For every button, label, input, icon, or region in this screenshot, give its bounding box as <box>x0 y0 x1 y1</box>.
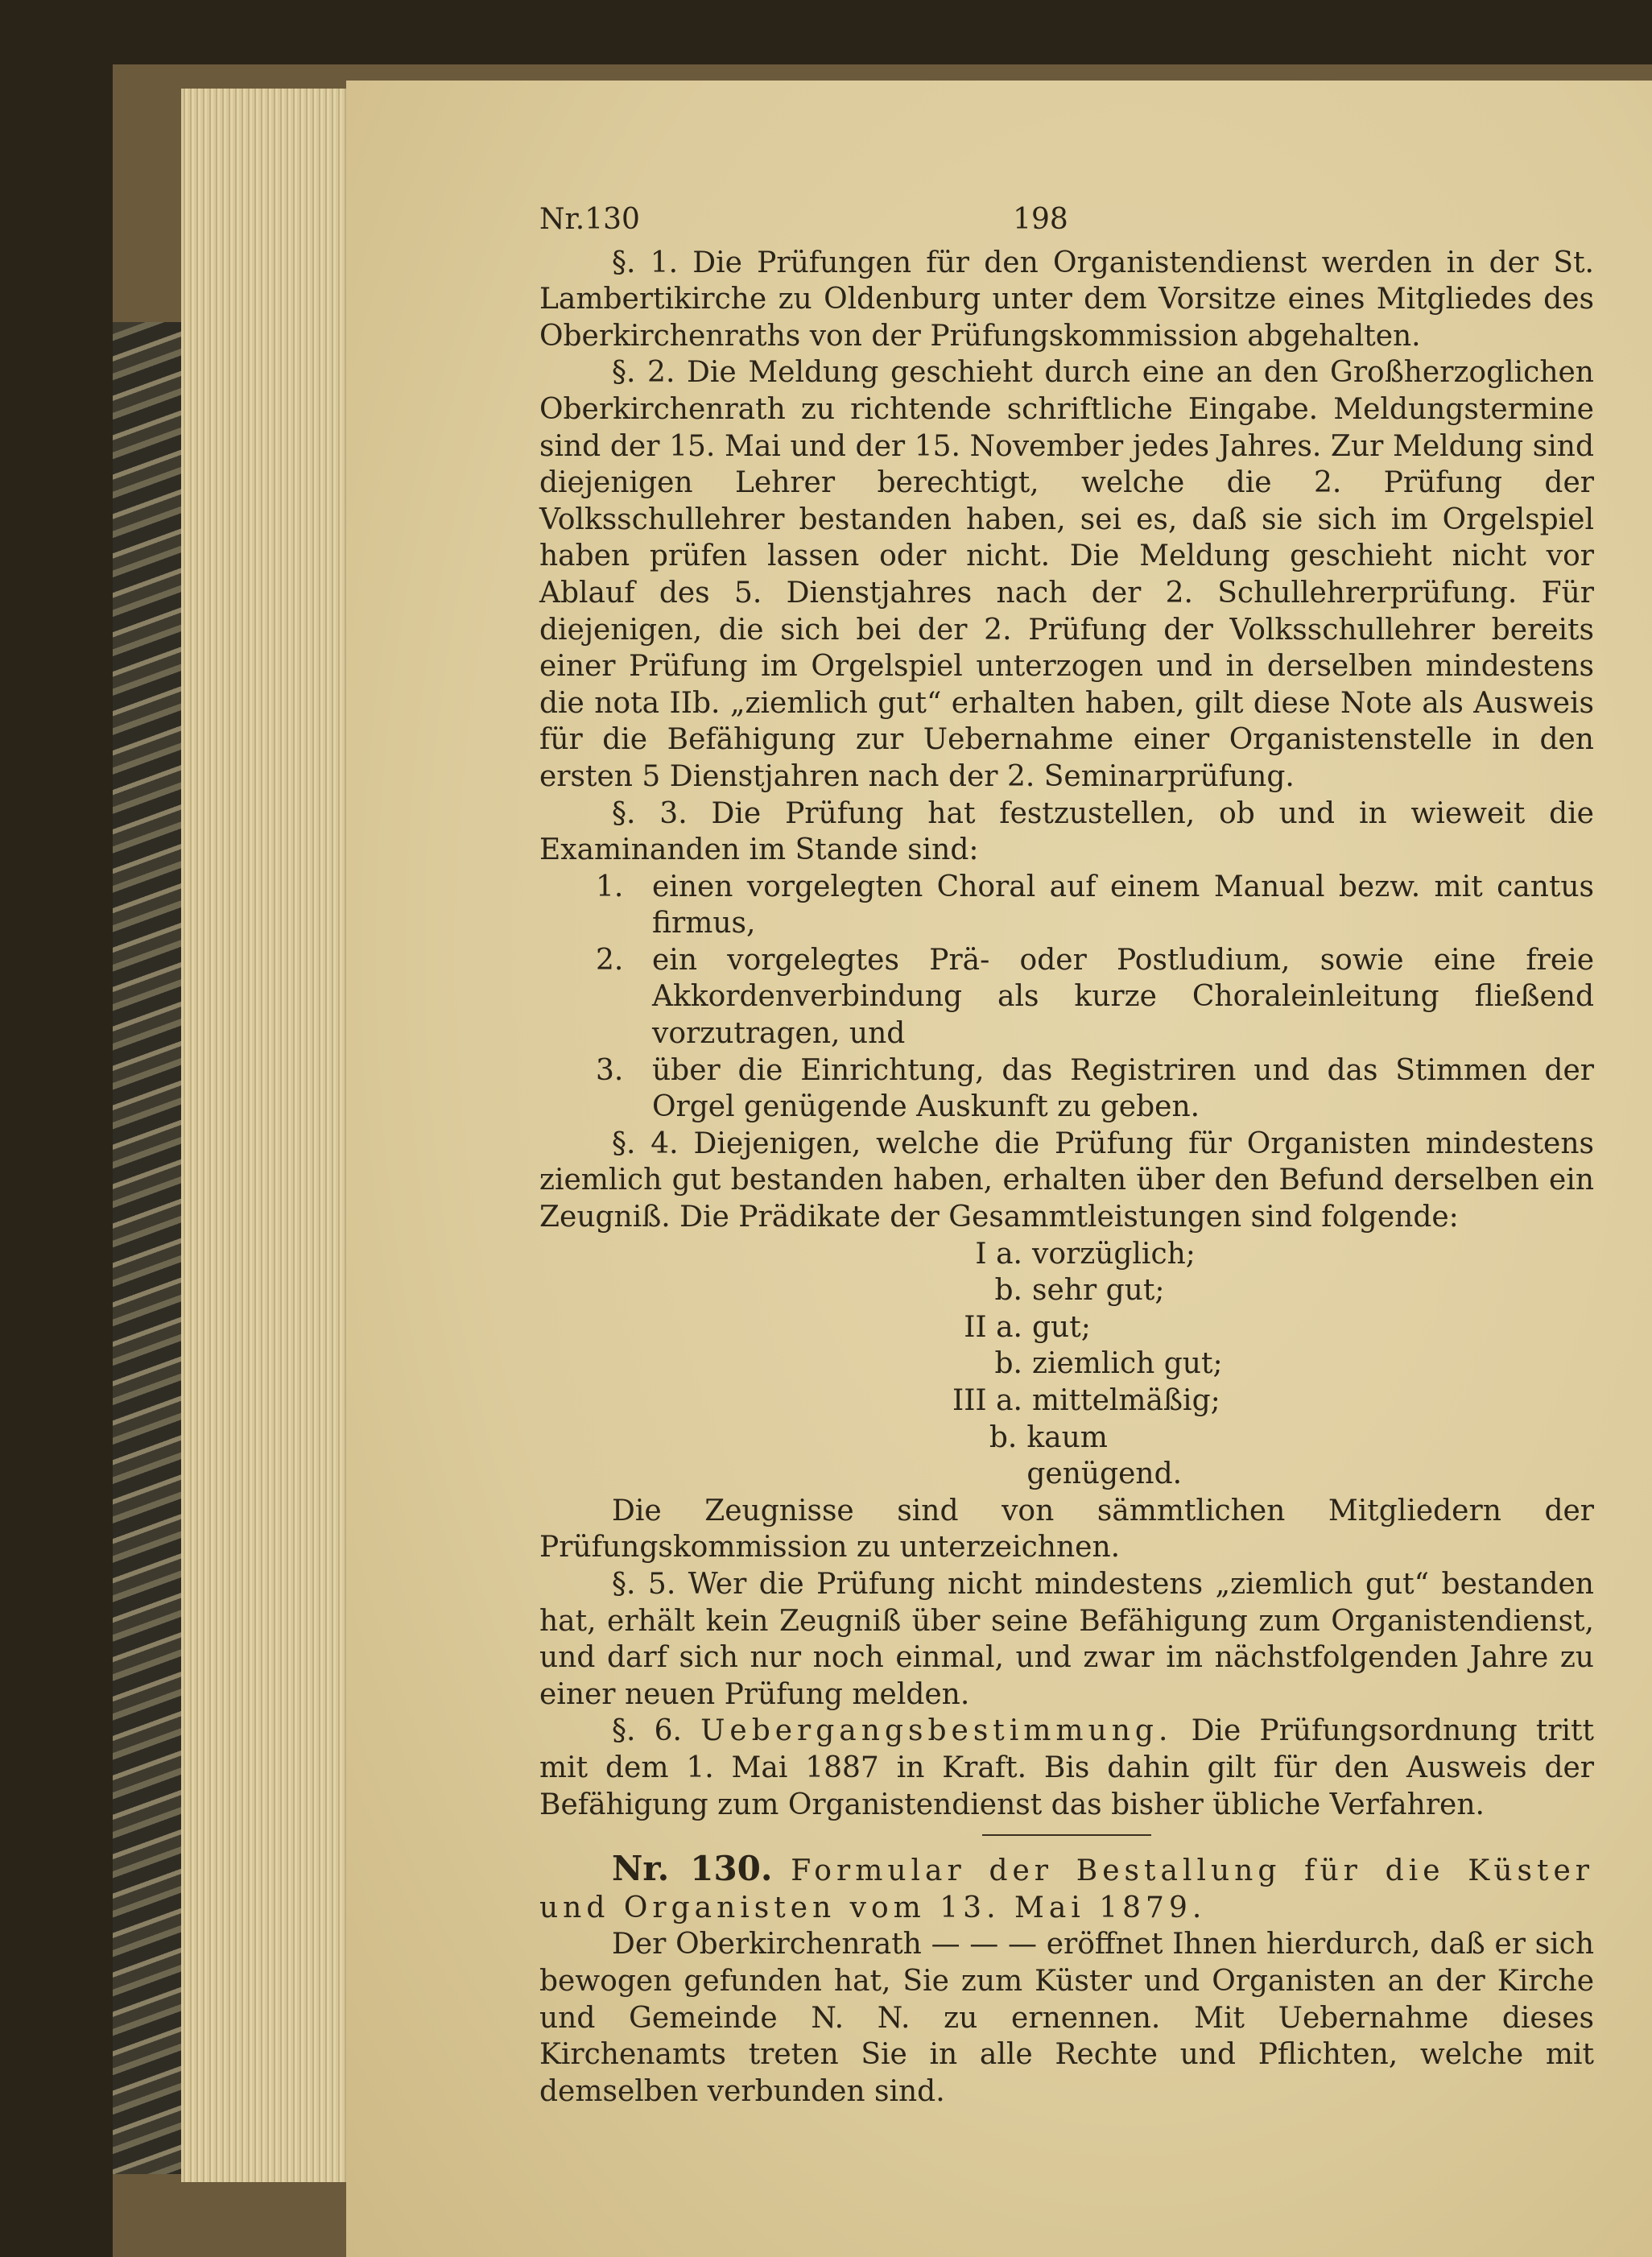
grade-row: b. ziemlich gut; <box>994 1347 1223 1381</box>
paragraph-s4: §. 4. Diejenigen, welche die Prüfung für Organisten mindestens ziemlich gut bestanden haben, erhalten über den Befund derselben ein Zeugniß. Die Prädikate der Gesammtleistungen sind folgende: <box>539 1126 1594 1234</box>
list-item: 2. ein vorgelegtes Prä- oder Postludium, sowie eine freie Akkordenverbindung als kurze Choraleinleitung fließend vorzutragen, und <box>596 943 1594 1051</box>
paragraph-s2: §. 2. Die Meldung geschieht durch eine an den Großherzoglichen Oberkirchenrath zu richtende schriftliche Eingabe. Meldungstermine sind der 15. Mai und der 15. November jedes Jahres. Zur Meldung sind diejenigen Lehrer berechtigt, welche die 2. Prüfung der Volksschullehrer bestanden haben, sei es, daß sie sich im Orgelspiel haben prüfen lassen oder nicht. Die Meldung geschieht nicht vor Ablauf des 5. Dienstjahres nach der 2. Schullehrerprüfung. Für diejenigen, die sich bei der 2. Prüfung der Volksschullehrer bereits einer Prüfung im Orgelspiel unterzogen und in derselben mindestens die nota IIb. „ziemlich gut“ erhalten haben, gilt diese Note als Ausweis für die Befähigung zur Uebernahme einer Organistenstelle in den ersten 5 Dienstjahren nach der 2. Seminarprüfung. <box>539 356 1594 793</box>
list-item: 3. über die Einrichtung, das Registriren und das Stimmen der Orgel genügende Auskunft zu geben. <box>596 1053 1594 1124</box>
exam-requirements-list <box>539 869 1594 1126</box>
grade-row: III a. mittelmäßig; <box>952 1384 1220 1417</box>
grade-list <box>861 1236 1264 1493</box>
paragraph-s1: §. 1. Die Prüfungen für den Organistendienst werden in der St. Lambertikirche zu Oldenburg unter dem Vorsitze eines Mitgliedes des Oberkirchenraths von der Prüfungskommission abgehalten. <box>539 246 1594 353</box>
running-header <box>539 201 1594 238</box>
section-divider <box>982 1834 1151 1836</box>
grade-row: b. kaum genügend. <box>989 1420 1183 1491</box>
paragraph-s3: §. 3. Die Prüfung hat festzustellen, ob und in wieweit die Examinanden im Stande sind: <box>539 796 1594 867</box>
page-number: 198 <box>1013 203 1068 236</box>
grade-row: II a. gut; <box>964 1310 1091 1344</box>
transition-heading: Uebergangsbestimmung. <box>700 1714 1173 1748</box>
paragraph-s4-after: Die Zeugnisse sind von sämmtlichen Mitgliedern der Prüfungskommission zu unterzeichnen. <box>539 1494 1594 1565</box>
page-text <box>539 201 1594 2110</box>
nr130-heading <box>539 1850 1594 1926</box>
nr130-body: Der Oberkirchenrath — — — eröffnet Ihnen hierdurch, daß er sich bewogen gefunden hat, Sie zum Küster und Organisten an der Kirche und Gemeinde N. N. zu ernennen. Mit Uebernahme dieses Kirchenamts treten Sie in alle Rechte und Pflichten, welche mit demselben verbunden sind. <box>539 1928 1594 2108</box>
grade-row: b. sehr gut; <box>994 1274 1165 1308</box>
header-label: Nr.130 <box>539 203 640 236</box>
nr130-title: Formular der Bestallung für die Küster und Organisten vom 13. Mai 1879. <box>539 1854 1595 1924</box>
nr130-label: Nr. 130. <box>612 1849 773 1889</box>
list-item: 1. einen vorgelegten Choral auf einem Manual bezw. mit cantus firmus, <box>596 870 1594 940</box>
paragraph-s6: §. 6. Uebergangsbestimmung. Die Prüfungsordnung tritt mit dem 1. Mai 1887 in Kraft. Bis dahin gilt für den Ausweis der Befähigung zum Organistendienst das bisher übliche Verfahren. <box>539 1714 1594 1821</box>
paragraph-s5: §. 5. Wer die Prüfung nicht mindestens „ziemlich gut“ bestanden hat, erhält kein Zeugniß über seine Befähigung zum Organistendienst, und darf sich nur noch einmal, und zwar im nächstfolgenden Jahre zu einer neuen Prüfung melden. <box>539 1567 1594 1711</box>
grade-row: I a. vorzüglich; <box>975 1237 1196 1271</box>
marbled-edge <box>113 322 185 2174</box>
page-edges <box>181 89 366 2182</box>
